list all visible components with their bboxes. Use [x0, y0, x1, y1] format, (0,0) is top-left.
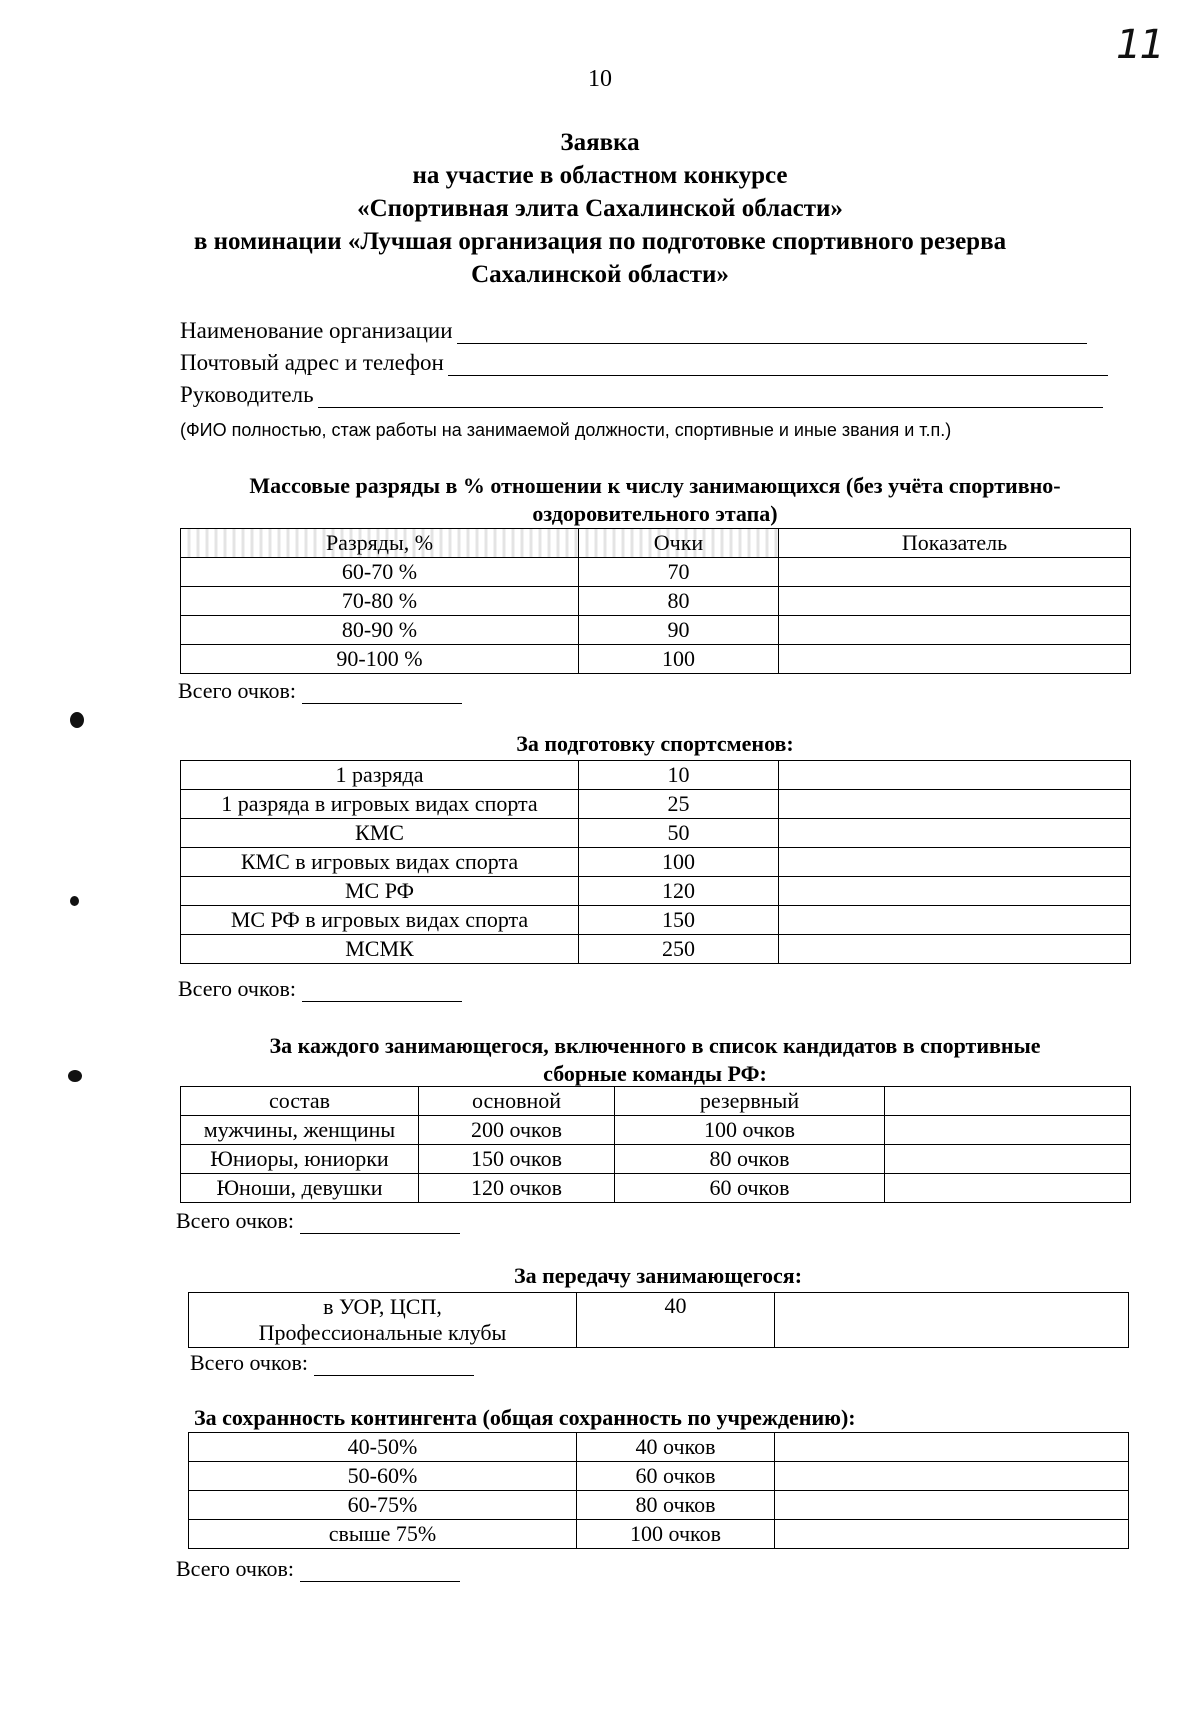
section4-total: [190, 1350, 474, 1376]
head-blank[interactable]: [318, 385, 1103, 408]
section3-title: [180, 1032, 1130, 1088]
head-field-note: (ФИО полностью, стаж работы на занимаемой должности, спортивные и иные звания и т.п.): [180, 420, 952, 440]
table-cell: 60-75%: [189, 1491, 577, 1520]
indicator-cell[interactable]: [779, 761, 1131, 790]
table-row: [181, 819, 1131, 848]
head-field: [180, 382, 1103, 408]
table-row: [181, 1145, 1131, 1174]
indicator-cell[interactable]: [775, 1491, 1129, 1520]
header-cell: резервный: [615, 1087, 885, 1116]
table-cell: 40 очков: [577, 1433, 775, 1462]
table-row: [181, 645, 1131, 674]
mass-ranks-table: [180, 528, 1131, 674]
table-cell: 1 разряда: [181, 761, 579, 790]
table-row: [181, 790, 1131, 819]
indicator-cell[interactable]: [779, 848, 1131, 877]
table-header-row: [181, 1087, 1131, 1116]
table-cell: 60 очков: [615, 1174, 885, 1203]
table-cell: 200 очков: [419, 1116, 615, 1145]
table-cell: 90-100 %: [181, 645, 579, 674]
header-cell: Показатель: [779, 529, 1131, 558]
org-name-label: Наименование организации: [180, 318, 453, 343]
total-label: Всего очков:: [178, 678, 297, 703]
section5-total: [176, 1556, 460, 1582]
table-cell: 120 очков: [419, 1174, 615, 1203]
table-cell: 100 очков: [615, 1116, 885, 1145]
indicator-cell[interactable]: [779, 819, 1131, 848]
section5-title: За сохранность контингента (общая сохранность по учреждению):: [194, 1405, 856, 1430]
address-label: Почтовый адрес и телефон: [180, 350, 444, 375]
section2-title: За подготовку спортсменов:: [516, 731, 794, 756]
table-row: [189, 1433, 1129, 1462]
indicator-cell[interactable]: [779, 587, 1131, 616]
table-cell: 10: [579, 761, 779, 790]
retention-table: [188, 1432, 1129, 1549]
table-cell: 100: [579, 848, 779, 877]
total-label: Всего очков:: [176, 1208, 295, 1233]
header-cell: Разряды, %: [181, 529, 579, 558]
table-cell: 150 очков: [419, 1145, 615, 1174]
national-team-candidates-table: [180, 1086, 1131, 1203]
table-cell: 80 очков: [615, 1145, 885, 1174]
table-cell: 25: [579, 790, 779, 819]
table-cell: МС РФ: [181, 877, 579, 906]
indicator-cell[interactable]: [885, 1145, 1131, 1174]
table-cell: Юноши, девушки: [181, 1174, 419, 1203]
section1-title-line: оздоровительного этапа): [532, 501, 778, 526]
section3-total: [176, 1208, 460, 1234]
table-row: [181, 848, 1131, 877]
org-name-blank[interactable]: [457, 321, 1087, 344]
table-row: [181, 935, 1131, 964]
head-label: Руководитель: [180, 382, 314, 407]
table-row: [189, 1491, 1129, 1520]
section1-total: [178, 678, 462, 704]
punch-hole-mark: [70, 896, 79, 906]
table-cell: КМС: [181, 819, 579, 848]
title-line: на участие в областном конкурсе: [412, 162, 788, 189]
table-row: [181, 1174, 1131, 1203]
indicator-cell[interactable]: [779, 790, 1131, 819]
table-row: [181, 558, 1131, 587]
indicator-cell[interactable]: [775, 1520, 1129, 1549]
total-blank[interactable]: [300, 1561, 460, 1582]
indicator-cell[interactable]: [779, 616, 1131, 645]
header-cell: Очки: [579, 529, 779, 558]
table-header-row: [181, 529, 1131, 558]
total-label: Всего очков:: [178, 976, 297, 1001]
total-blank[interactable]: [314, 1355, 474, 1376]
table-cell: 70-80 %: [181, 587, 579, 616]
table-row: [181, 877, 1131, 906]
address-field: [180, 350, 1108, 376]
table-cell: 80 очков: [577, 1491, 775, 1520]
table-row: [189, 1520, 1129, 1549]
indicator-cell[interactable]: [885, 1174, 1131, 1203]
indicator-cell[interactable]: [775, 1293, 1129, 1348]
table-cell: 90: [579, 616, 779, 645]
title-line: «Спортивная элита Сахалинской области»: [357, 195, 843, 222]
indicator-cell[interactable]: [775, 1462, 1129, 1491]
table-cell: МСМК: [181, 935, 579, 964]
punch-hole-mark: [70, 712, 84, 728]
table-cell: 80: [579, 587, 779, 616]
table-cell: свыше 75%: [189, 1520, 577, 1549]
header-cell: основной: [419, 1087, 615, 1116]
table-row: [181, 587, 1131, 616]
title-line: Заявка: [560, 129, 640, 156]
header-cell: состав: [181, 1087, 419, 1116]
table-cell: КМС в игровых видах спорта: [181, 848, 579, 877]
document-title: [0, 126, 1200, 291]
indicator-cell[interactable]: [775, 1433, 1129, 1462]
address-blank[interactable]: [448, 353, 1108, 376]
page-number: 10: [588, 66, 612, 92]
table-cell: 1 разряда в игровых видах спорта: [181, 790, 579, 819]
table-cell: 250: [579, 935, 779, 964]
table-cell: Юниоры, юниорки: [181, 1145, 419, 1174]
indicator-cell[interactable]: [779, 645, 1131, 674]
section4-title: За передачу занимающегося:: [513, 1263, 803, 1288]
table-cell: 60-70 %: [181, 558, 579, 587]
table-cell: 40: [577, 1293, 775, 1348]
table-cell: 40-50%: [189, 1433, 577, 1462]
indicator-cell[interactable]: [779, 558, 1131, 587]
table-cell: мужчины, женщины: [181, 1116, 419, 1145]
table-cell: [189, 1293, 577, 1348]
indicator-cell[interactable]: [885, 1116, 1131, 1145]
handwritten-page-number: 11: [1116, 22, 1163, 68]
athlete-transfer-table: [188, 1292, 1129, 1348]
table-cell: 80-90 %: [181, 616, 579, 645]
section2-total: [178, 976, 462, 1002]
table-row: [189, 1293, 1129, 1348]
total-blank[interactable]: [302, 981, 462, 1002]
table-row: [189, 1462, 1129, 1491]
section1-title: [180, 472, 1130, 528]
indicator-cell[interactable]: [779, 935, 1131, 964]
indicator-cell[interactable]: [885, 1087, 1131, 1116]
table-cell: 50: [579, 819, 779, 848]
section1-title-line: Массовые разряды в % отношении к числу занимающихся (без учёта спортивно-: [249, 473, 1061, 498]
table-cell: 150: [579, 906, 779, 935]
table-cell: 50-60%: [189, 1462, 577, 1491]
indicator-cell[interactable]: [779, 906, 1131, 935]
section3-title-line: За каждого занимающегося, включенного в список кандидатов в спортивные: [269, 1033, 1041, 1058]
title-line: в номинации «Лучшая организация по подготовке спортивного резерва: [193, 228, 1007, 255]
total-label: Всего очков:: [176, 1556, 295, 1581]
table-row: [181, 1116, 1131, 1145]
table-cell: 100: [579, 645, 779, 674]
table-row: [181, 761, 1131, 790]
punch-hole-mark: [68, 1070, 82, 1082]
section3-title-line: сборные команды РФ:: [543, 1061, 767, 1086]
transfer-label-line: в УОР, ЦСП,: [323, 1294, 442, 1319]
total-blank[interactable]: [300, 1213, 460, 1234]
table-cell: 100 очков: [577, 1520, 775, 1549]
table-row: [181, 906, 1131, 935]
indicator-cell[interactable]: [779, 877, 1131, 906]
table-cell: 70: [579, 558, 779, 587]
transfer-label-line: Профессиональные клубы: [258, 1320, 507, 1345]
total-blank[interactable]: [302, 683, 462, 704]
total-label: Всего очков:: [190, 1350, 309, 1375]
title-line: Сахалинской области»: [471, 261, 729, 288]
table-row: [181, 616, 1131, 645]
table-cell: 120: [579, 877, 779, 906]
table-cell: МС РФ в игровых видах спорта: [181, 906, 579, 935]
org-name-field: [180, 318, 1087, 344]
table-cell: 60 очков: [577, 1462, 775, 1491]
athlete-training-table: [180, 760, 1131, 964]
